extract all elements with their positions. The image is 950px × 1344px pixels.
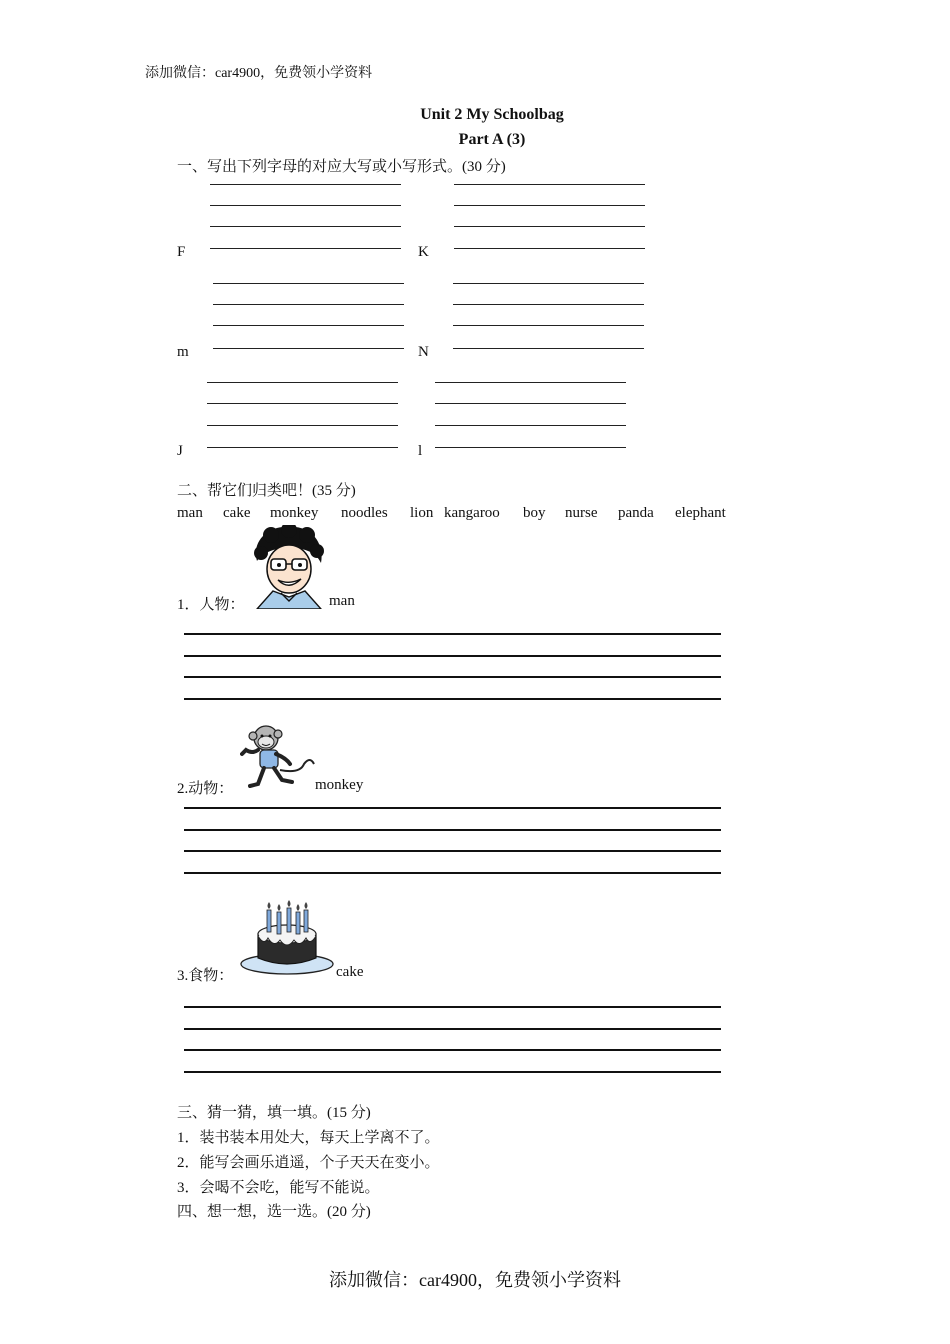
- word-noodles: noodles: [341, 505, 388, 521]
- word-boy: boy: [523, 505, 546, 521]
- section1-heading: 一、写出下列字母的对应大写或小写形式。(30 分): [177, 159, 506, 175]
- birthday-cake-icon: [238, 898, 336, 978]
- word-nurse: nurse: [565, 505, 598, 521]
- letter-N: N: [418, 344, 429, 360]
- word-lion: lion: [410, 505, 434, 521]
- footer-watermark: 添加微信：car4900，免费领小学资料: [329, 1270, 621, 1290]
- category-people-example: man: [329, 593, 355, 609]
- word-man: man: [177, 505, 203, 521]
- word-elephant: elephant: [675, 505, 726, 521]
- word-monkey: monkey: [270, 505, 319, 521]
- word-cake: cake: [223, 505, 251, 521]
- monkey-icon: [240, 724, 318, 794]
- category-animals-example: monkey: [315, 777, 364, 793]
- category-animals-label: 2.动物：: [177, 781, 234, 797]
- riddle-2: 2．能写会画乐逍遥，个子天天在变小。: [177, 1155, 440, 1171]
- letter-J: J: [177, 443, 183, 459]
- riddle-1: 1．装书装本用处大，每天上学离不了。: [177, 1130, 440, 1146]
- word-panda: panda: [618, 505, 654, 521]
- riddle-3: 3．会喝不会吃，能写不能说。: [177, 1180, 380, 1196]
- category-food-example: cake: [336, 964, 364, 980]
- part-title: Part A (3): [458, 131, 526, 148]
- word-kangaroo: kangaroo: [444, 505, 500, 521]
- section4-heading: 四、想一想，选一选。(20 分): [177, 1204, 371, 1220]
- category-people-label: 1．人物：: [177, 597, 245, 613]
- letter-l: l: [418, 443, 423, 459]
- section2-heading: 二、帮它们归类吧！(35 分): [177, 483, 356, 499]
- letter-K: K: [418, 244, 429, 260]
- unit-title: Unit 2 My Schoolbag: [420, 106, 564, 123]
- section3-heading: 三、猜一猜，填一填。(15 分): [177, 1105, 371, 1121]
- category-food-label: 3.食物：: [177, 968, 234, 984]
- header-watermark: 添加微信：car4900，免费领小学资料: [145, 66, 373, 81]
- letter-F: F: [177, 244, 186, 260]
- letter-m: m: [177, 344, 189, 360]
- boy-with-glasses-icon: [251, 525, 327, 609]
